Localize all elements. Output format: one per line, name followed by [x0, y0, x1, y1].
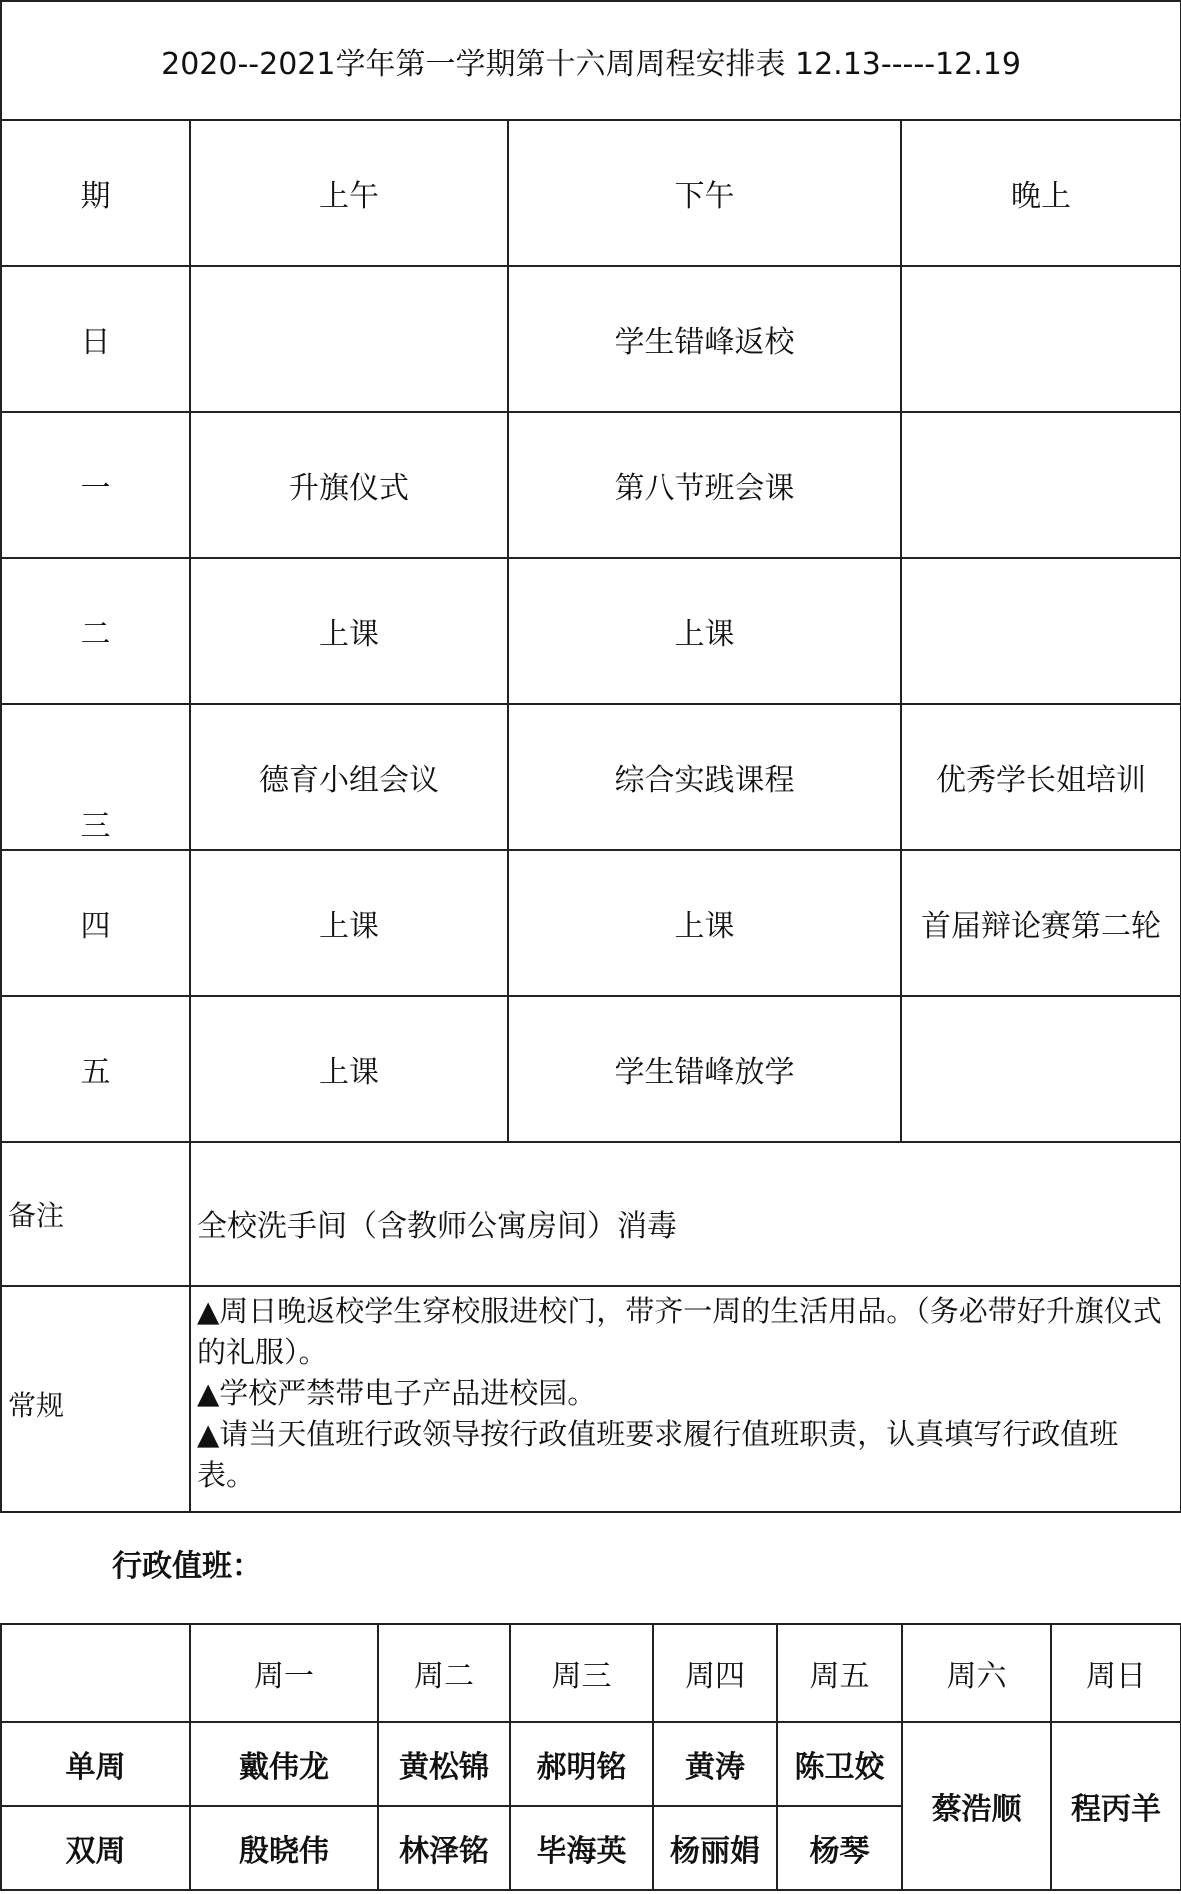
day-cell: 四: [1, 850, 190, 996]
evening-cell: [901, 266, 1181, 412]
odd-week-label: 单周: [1, 1722, 190, 1806]
afternoon-cell: 上课: [508, 558, 901, 704]
day-cell: 日: [1, 266, 190, 412]
evening-cell: [901, 558, 1181, 704]
duty-header-row: [1, 1624, 1181, 1722]
morning-cell: 上课: [190, 558, 508, 704]
morning-cell: 上课: [190, 850, 508, 996]
weekday-header: 周五: [777, 1624, 902, 1722]
weekday-header: 周六: [902, 1624, 1051, 1722]
weekday-header: 周一: [190, 1624, 378, 1722]
duty-name: 林泽铭: [378, 1806, 510, 1890]
table-row: [1, 850, 1181, 996]
day-cell: 三: [1, 704, 190, 850]
routine-line: ▲学校严禁带电子产品进校园。: [197, 1376, 597, 1410]
remark-label: 备注: [1, 1142, 190, 1286]
header-morning: 上午: [190, 120, 508, 266]
duty-name: 杨丽娟: [653, 1806, 777, 1890]
afternoon-cell: 综合实践课程: [508, 704, 901, 850]
table-row: [1, 704, 1181, 850]
afternoon-cell: 第八节班会课: [508, 412, 901, 558]
routine-text: [190, 1286, 1181, 1512]
duty-roster-table: [0, 1623, 1181, 1891]
evening-cell: 优秀学长姐培训: [901, 704, 1181, 850]
saturday-duty: 蔡浩顺: [902, 1722, 1051, 1890]
evening-cell: [901, 412, 1181, 558]
routine-line: ▲请当天值班行政领导按行政值班要求履行值班职责，认真填写行政值班表。: [197, 1417, 1119, 1492]
afternoon-cell: 上课: [508, 850, 901, 996]
day-cell: 五: [1, 996, 190, 1142]
routine-row: [1, 1286, 1181, 1512]
routine-line: ▲周日晚返校学生穿校服进校门，带齐一周的生活用品。（务必带好升旗仪式的礼服）。: [197, 1294, 1162, 1369]
afternoon-cell: 学生错峰返校: [508, 266, 901, 412]
weekday-header: 周二: [378, 1624, 510, 1722]
duty-heading: 行政值班：: [112, 1549, 262, 1584]
header-afternoon: 下午: [508, 120, 901, 266]
header-day: 期: [1, 120, 190, 266]
weekday-header: 周日: [1051, 1624, 1181, 1722]
duty-name: 毕海英: [510, 1806, 653, 1890]
duty-name: 黄松锦: [378, 1722, 510, 1806]
morning-cell: [190, 266, 508, 412]
table-row: [1, 412, 1181, 558]
routine-label: 常规: [1, 1286, 190, 1512]
odd-week-row: [1, 1722, 1181, 1806]
schedule-title: 2020--2021学年第一学期第十六周周程安排表 12.13-----12.19: [1, 1, 1181, 120]
afternoon-cell: 学生错峰放学: [508, 996, 901, 1142]
weekday-header: 周三: [510, 1624, 653, 1722]
duty-name: 殷晓伟: [190, 1806, 378, 1890]
morning-cell: 上课: [190, 996, 508, 1142]
table-row: [1, 996, 1181, 1142]
even-week-label: 双周: [1, 1806, 190, 1890]
day-cell: 二: [1, 558, 190, 704]
sunday-duty: 程丙羊: [1051, 1722, 1181, 1890]
duty-name: 黄涛: [653, 1722, 777, 1806]
remark-text: 全校洗手间（含教师公寓房间）消毒: [190, 1142, 1181, 1286]
schedule-header-row: [1, 120, 1181, 266]
duty-name: 戴伟龙: [190, 1722, 378, 1806]
table-row: [1, 266, 1181, 412]
morning-cell: 升旗仪式: [190, 412, 508, 558]
day-cell: 一: [1, 412, 190, 558]
header-evening: 晚上: [901, 120, 1181, 266]
evening-cell: [901, 996, 1181, 1142]
morning-cell: 德育小组会议: [190, 704, 508, 850]
duty-name: 陈卫姣: [777, 1722, 902, 1806]
remark-row: [1, 1142, 1181, 1286]
table-row: [1, 558, 1181, 704]
corner-cell: [1, 1624, 190, 1722]
duty-name: 杨琴: [777, 1806, 902, 1890]
evening-cell: 首届辩论赛第二轮: [901, 850, 1181, 996]
duty-name: 郝明铭: [510, 1722, 653, 1806]
weekday-header: 周四: [653, 1624, 777, 1722]
